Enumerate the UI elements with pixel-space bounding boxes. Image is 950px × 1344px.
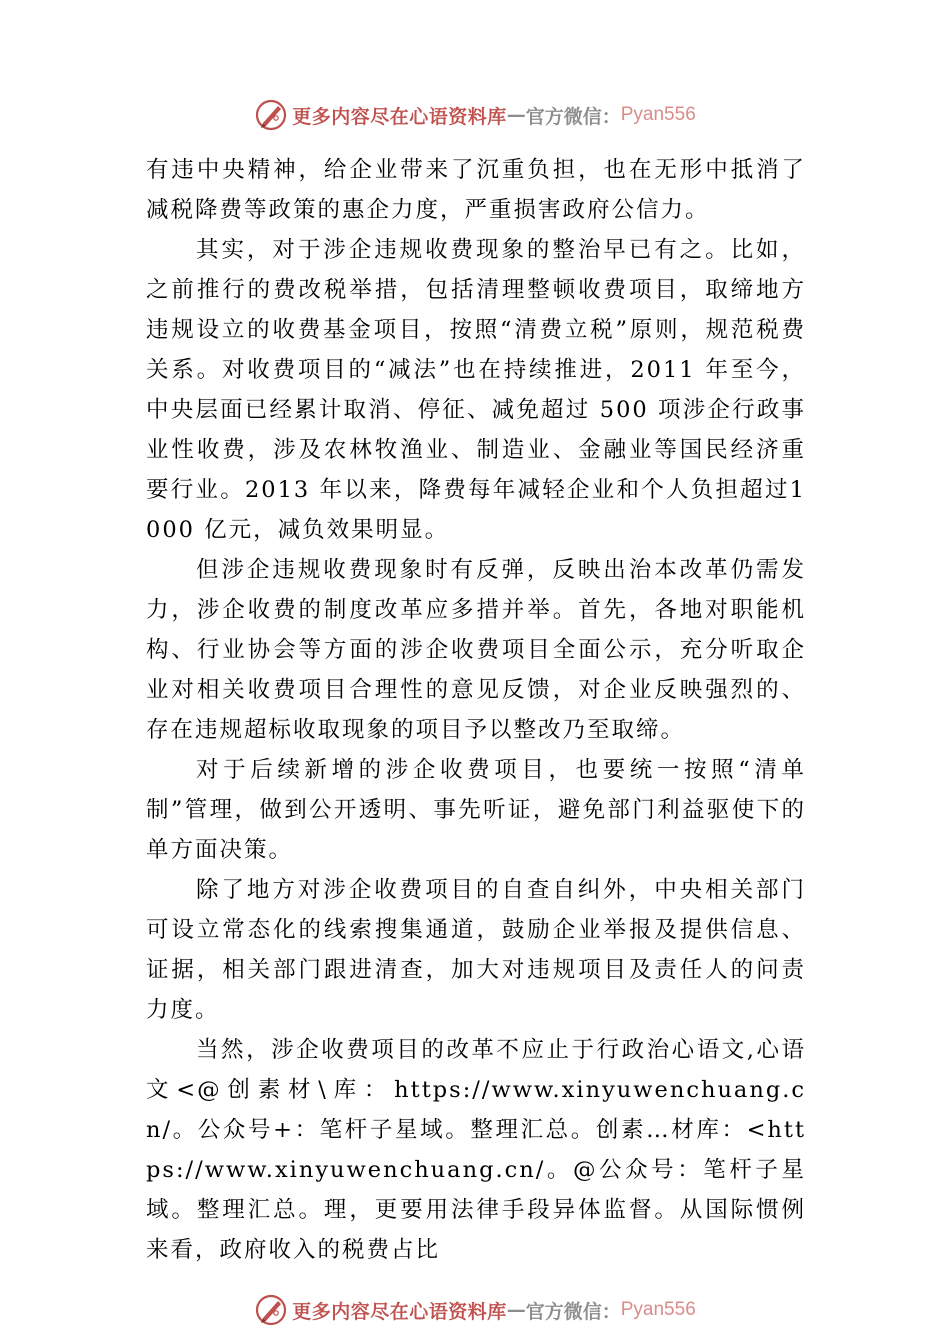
header-brand: 更多内容尽在心语资料库 (292, 105, 507, 128)
article-body (146, 150, 806, 1270)
header-dash: — (506, 104, 526, 126)
header-wechat-id: Pyan556 (620, 104, 696, 125)
page-header (0, 95, 950, 135)
header-wechat-label: 官方微信： (525, 105, 621, 128)
footer-brand: 更多内容尽在心语资料库 (292, 1300, 507, 1323)
pen-logo-icon (254, 1293, 288, 1327)
footer-dash: — (506, 1299, 526, 1321)
page-footer (0, 1290, 950, 1330)
paragraph-3: 但涉企违规收费现象时有反弹，反映出治本改革仍需发力，涉企收费的制度改革应多措并举。首先，各地对职能机构、行业协会等方面的涉企收费项目全面公示，充分听取企业对相关收费项目合理性的意见反馈，对企业反映强烈的、存在违规超标收取现象的项目予以整改乃至取缔。 (146, 557, 806, 743)
pen-logo-icon (254, 98, 288, 132)
footer-wechat-label: 官方微信： (525, 1300, 621, 1323)
paragraph-6: 当然，涉企收费项目的改革不应止于行政治心语文,心语文<@创素材\库：https://www.xinyuwenchuang.cn/。公众号+：笔杆子星域。整理汇总。创素…材库：<https://www.xinyuwenchuang.cn/。@公众号：笔杆子星域。整理汇总。理，更要用法律手段异体监督。从国际惯例来看，政府收入的税费占比 (146, 1037, 806, 1263)
paragraph-5: 除了地方对涉企收费项目的自查自纠外，中央相关部门可设立常态化的线索搜集通道，鼓励企业举报及提供信息、证据，相关部门跟进清查，加大对违规项目及责任人的问责力度。 (146, 877, 806, 1023)
paragraph-2: 其实，对于涉企违规收费现象的整治早已有之。比如，之前推行的费改税举措，包括清理整顿收费项目，取缔地方违规设立的收费基金项目，按照“清费立税”原则，规范税费关系。对收费项目的“减法”也在持续推进，2011 年至今，中央层面已经累计取消、停征、减免超过 500 项涉企行政事业性收费，涉及农林牧渔业、制造业、金融业等国民经济重要行业。2013 年以来，降费每年减轻企业和个人负担超过1000 亿元，减负效果明显。 (146, 237, 806, 543)
paragraph-1: 有违中央精神，给企业带来了沉重负担，也在无形中抵消了减税降费等政策的惠企力度，严重损害政府公信力。 (146, 157, 806, 223)
paragraph-4: 对于后续新增的涉企收费项目，也要统一按照“清单制”管理，做到公开透明、事先听证，避免部门利益驱使下的单方面决策。 (146, 757, 806, 863)
footer-wechat-id: Pyan556 (620, 1299, 696, 1320)
